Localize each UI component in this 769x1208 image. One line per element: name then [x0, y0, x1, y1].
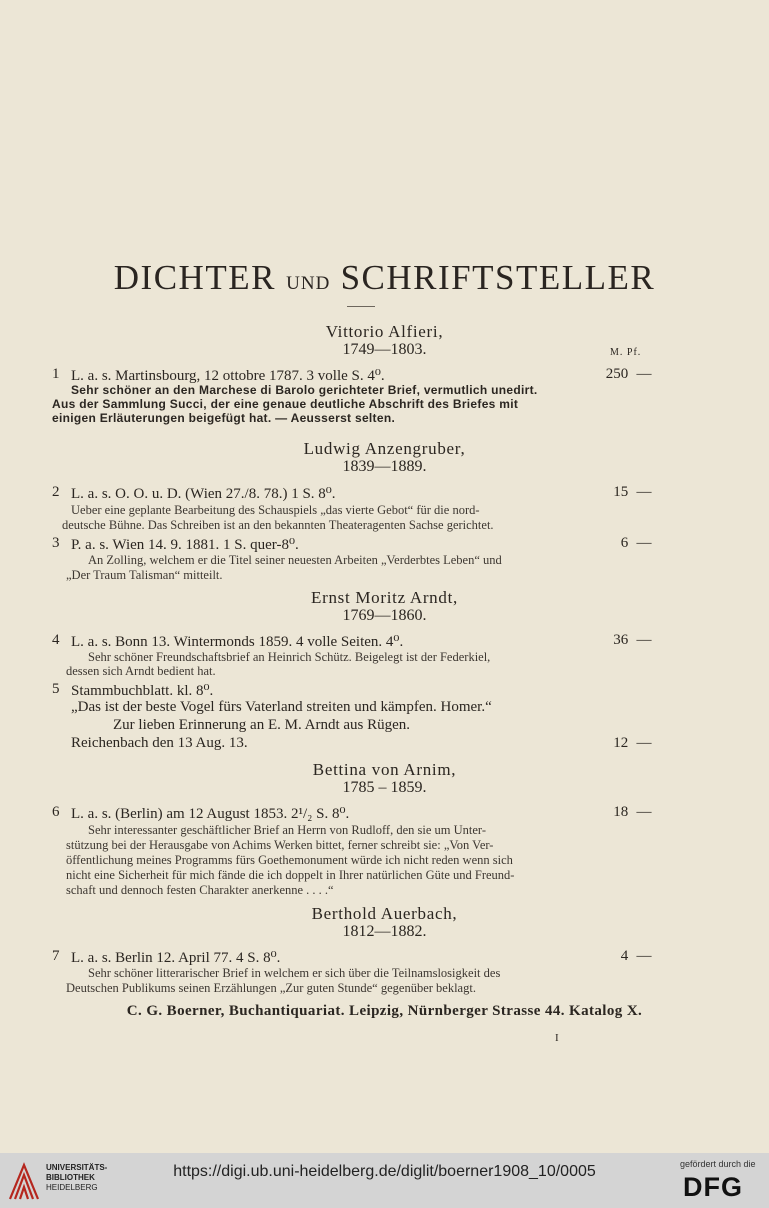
entry-price: 6 —: [620, 535, 652, 551]
entry-number: 5: [52, 681, 60, 697]
entry-note: stützung bei der Herausgabe von Achims Werken bittet, ferner schreibt sie: „Von Ver-: [66, 838, 494, 852]
entry-heading: L. a. s. (Berlin) am 12 August 1853. 2¹/₂ S. 8⁰.: [71, 806, 350, 822]
entry-price: 4 —: [620, 948, 652, 964]
currency-header: M. Pf.: [610, 347, 642, 358]
entry-description: einigen Erläuterungen beigefügt hat. — Aeusserst selten.: [52, 411, 396, 425]
author-dates-alfieri: 1749—1803.: [342, 341, 427, 358]
entry-note: öffentlichung meines Programms fürs Goethemonument würde ich nicht reden wenn sich: [66, 853, 513, 867]
title-rule: [347, 306, 375, 307]
author-dates-arnim: 1785 – 1859.: [342, 779, 427, 796]
author-name-alfieri: Vittorio Alfieri,: [325, 322, 444, 341]
author-name-auerbach: Berthold Auerbach,: [311, 904, 458, 923]
entry-number: 1: [52, 366, 60, 382]
entry-heading: Stammbuchblatt. kl. 8⁰.: [71, 683, 214, 699]
entry-note: „Der Traum Talisman“ mitteilt.: [66, 568, 223, 582]
entry-heading: L. a. s. Bonn 13. Wintermonds 1859. 4 volle Seiten. 4⁰.: [71, 634, 404, 650]
entry-price: 18 —: [613, 804, 652, 820]
entry-quote: Zur lieben Erinnerung an E. M. Arndt aus Rügen.: [113, 717, 411, 733]
entry-number: 6: [52, 804, 60, 820]
catalog-footer: C. G. Boerner, Buchantiquariat. Leipzig, Nürnberger Strasse 44. Katalog X.: [126, 1003, 643, 1019]
entry-description: Sehr schöner an den Marchese di Barolo gerichteter Brief, vermutlich unedirt.: [71, 383, 538, 397]
author-dates-auerbach: 1812—1882.: [342, 923, 427, 940]
entry-note: An Zolling, welchem er die Titel seiner neuesten Arbeiten „Verderbtes Leben“ und: [88, 553, 502, 567]
entry-note: nicht eine Sicherheit für mich fände die ich doppelt in Ihrer natürlichen Güte und Freund-: [66, 868, 515, 882]
entry-description: Aus der Sammlung Succi, der eine genaue deutliche Abschrift des Briefes mit: [52, 397, 519, 411]
page-number: I: [555, 1032, 559, 1044]
author-name-arnim: Bettina von Arnim,: [312, 760, 457, 779]
entry-note: Sehr schöner litterarischer Brief in welchem er sich über die Teilnamslosigkeit des: [88, 966, 501, 980]
page-title: DICHTER UND SCHRIFTSTELLER: [113, 258, 656, 297]
entry-number: 4: [52, 632, 60, 648]
entry-price: 250 —: [605, 366, 652, 382]
entry-note: Deutschen Publikums seinen Erzählungen „Zur guten Stunde“ gegenüber beklagt.: [66, 981, 476, 995]
entry-note: deutsche Bühne. Das Schreiben ist an den bekannten Theateragenten Sachse gerichtet.: [62, 518, 494, 532]
entry-heading: L. a. s. Martinsbourg, 12 ottobre 1787. 3 volle S. 4⁰.: [71, 368, 385, 384]
entry-note: dessen sich Arndt bedient hat.: [66, 664, 216, 678]
entry-number: 7: [52, 948, 60, 964]
entry-heading: P. a. s. Wien 14. 9. 1881. 1 S. quer-8⁰.: [71, 537, 299, 553]
source-url-link[interactable]: https://digi.ub.uni-heidelberg.de/diglit/boerner1908_10/0005: [173, 1163, 596, 1180]
author-dates-arndt: 1769—1860.: [342, 607, 427, 624]
entry-note: Sehr schöner Freundschaftsbrief an Heinrich Schütz. Beigelegt ist der Federkiel,: [88, 650, 491, 664]
author-name-anzengruber: Ludwig Anzengruber,: [303, 439, 466, 458]
entry-price: 15 —: [613, 484, 652, 500]
entry-heading: L. a. s. Berlin 12. April 77. 4 S. 8⁰.: [71, 950, 281, 966]
entry-heading: L. a. s. O. O. u. D. (Wien 27./8. 78.) 1 S. 8⁰.: [71, 486, 336, 502]
funding-note: gefördert durch die: [680, 1159, 756, 1169]
entry-number: 3: [52, 535, 60, 551]
author-dates-anzengruber: 1839—1889.: [342, 458, 427, 475]
author-name-arndt: Ernst Moritz Arndt,: [311, 588, 458, 607]
entry-price: 36 —: [613, 632, 652, 648]
dfg-logo: DFG: [683, 1172, 743, 1202]
entry-note: Ueber eine geplante Bearbeitung des Schauspiels „das vierte Gebot“ für die nord-: [71, 503, 480, 517]
entry-quote: „Das ist der beste Vogel fürs Vaterland streiten und kämpfen. Homer.“: [71, 699, 492, 715]
library-name: UNIVERSITÄTS- BIBLIOTHEK HEIDELBERG: [46, 1163, 108, 1192]
entry-quote: Reichenbach den 13 Aug. 13.: [71, 735, 248, 751]
entry-note: schaft und dennoch festen Charakter anerkenne . . . .“: [66, 883, 334, 897]
entry-note: Sehr interessanter geschäftlicher Brief an Herrn von Rudloff, den sie um Unter-: [88, 823, 486, 837]
entry-price: 12 —: [613, 735, 652, 751]
entry-number: 2: [52, 484, 60, 500]
